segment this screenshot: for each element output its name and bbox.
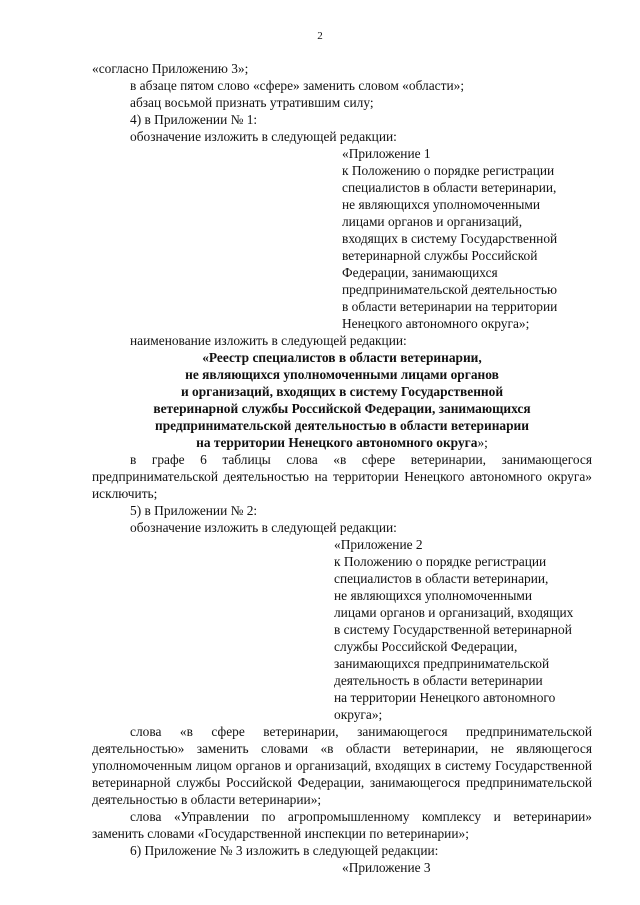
register-title-tail: »; (477, 435, 488, 450)
column-6-paragraph: в графе 6 таблицы слова «в сфере ветеринарии, занимающегося предпринимательской деятельностью на территории Ненецкого автономного округа» исключить; (92, 452, 592, 501)
annex-3-heading: «Приложение 3 (342, 860, 431, 875)
annex-line: округа»; (334, 707, 383, 722)
register-title (92, 349, 592, 451)
annex-line: предпринимательской деятельностью (342, 282, 557, 297)
annex-line: входящих в систему Государственной (342, 231, 558, 246)
annex-line: к Положению о порядке регистрации (342, 163, 555, 178)
register-title-line: не являющихся уполномоченными лицами органов (185, 367, 499, 382)
annex-line: деятельность в области ветеринарии (334, 673, 543, 688)
annex-line: лицами органов и организаций, входящих (334, 605, 574, 620)
annex-line: Ненецкого автономного округа»; (342, 316, 530, 331)
words-replacement-1: слова «в сфере ветеринарии, занимающегося предпринимательской деятельностью» заменить словами «в области ветеринарии, не являющегося уполномоченным лицом органов и организаций, входящих в систему Государственной ветеринарной службы Российской Федерации, занимающегося предпринимательской деятельностью в области ветеринарии»; (92, 724, 592, 807)
register-title-line: ветеринарной службы Российской Федерации, занимающихся (153, 401, 531, 416)
annex-line: к Положению о порядке регистрации (334, 554, 547, 569)
annex-line: в систему Государственной ветеринарной (334, 622, 572, 637)
annex-line: занимающихся предпринимательской (334, 656, 550, 671)
words-replacement-2: слова «Управлении по агропромышленному комплексу и ветеринарии» заменить словами «Государственной инспекции по ветеринарии»; (92, 809, 592, 841)
register-title-line: «Реестр специалистов в области ветеринарии, (202, 350, 482, 365)
document-body (92, 60, 592, 876)
page-number: 2 (317, 30, 323, 42)
annex-line: не являющихся уполномоченными (334, 588, 532, 603)
annex-line: не являющихся уполномоченными (342, 197, 540, 212)
annex-line: «Приложение 1 (342, 146, 431, 161)
annex-line: специалистов в области ветеринарии, (334, 571, 549, 586)
annex-line: «Приложение 2 (334, 537, 423, 552)
register-title-last-text: на территории Ненецкого автономного округа (196, 435, 478, 450)
annex-line: в области ветеринарии на территории (342, 299, 558, 314)
name-intro: наименование изложить в следующей редакции: (130, 333, 407, 348)
item-4-heading: 4) в Приложении № 1: (130, 112, 258, 127)
annex-line: Федерации, занимающихся (342, 265, 498, 280)
annex-line: службы Российской Федерации, (334, 639, 518, 654)
annex-line: специалистов в области ветеринарии, (342, 180, 557, 195)
designation-intro-1: обозначение изложить в следующей редакции: (130, 129, 397, 144)
annex-3-designation (342, 859, 592, 876)
annex-line: ветеринарной службы Российской (342, 248, 538, 263)
designation-intro-2: обозначение изложить в следующей редакции: (130, 520, 397, 535)
item-5-heading: 5) в Приложении № 2: (130, 503, 258, 518)
annex-1-designation (342, 145, 592, 332)
annex-line: лицами органов и организаций, (342, 214, 523, 229)
register-title-line: и организаций, входящих в систему Государственной (180, 384, 504, 399)
register-title-line: предпринимательской деятельностью в области ветеринарии (155, 418, 529, 433)
register-title-line-last (92, 434, 592, 451)
annex-line: на территории Ненецкого автономного (334, 690, 556, 705)
paragraph-eighth-invalid: абзац восьмой признать утратившим силу; (130, 95, 374, 110)
item-6-heading: 6) Приложение № 3 изложить в следующей редакции: (130, 843, 439, 858)
paragraph-fifth-replacement: в абзаце пятом слово «сфере» заменить словом «области»; (130, 78, 465, 93)
annex-2-designation (334, 536, 592, 723)
paragraph-quote-annex3: «согласно Приложению 3»; (92, 61, 249, 76)
